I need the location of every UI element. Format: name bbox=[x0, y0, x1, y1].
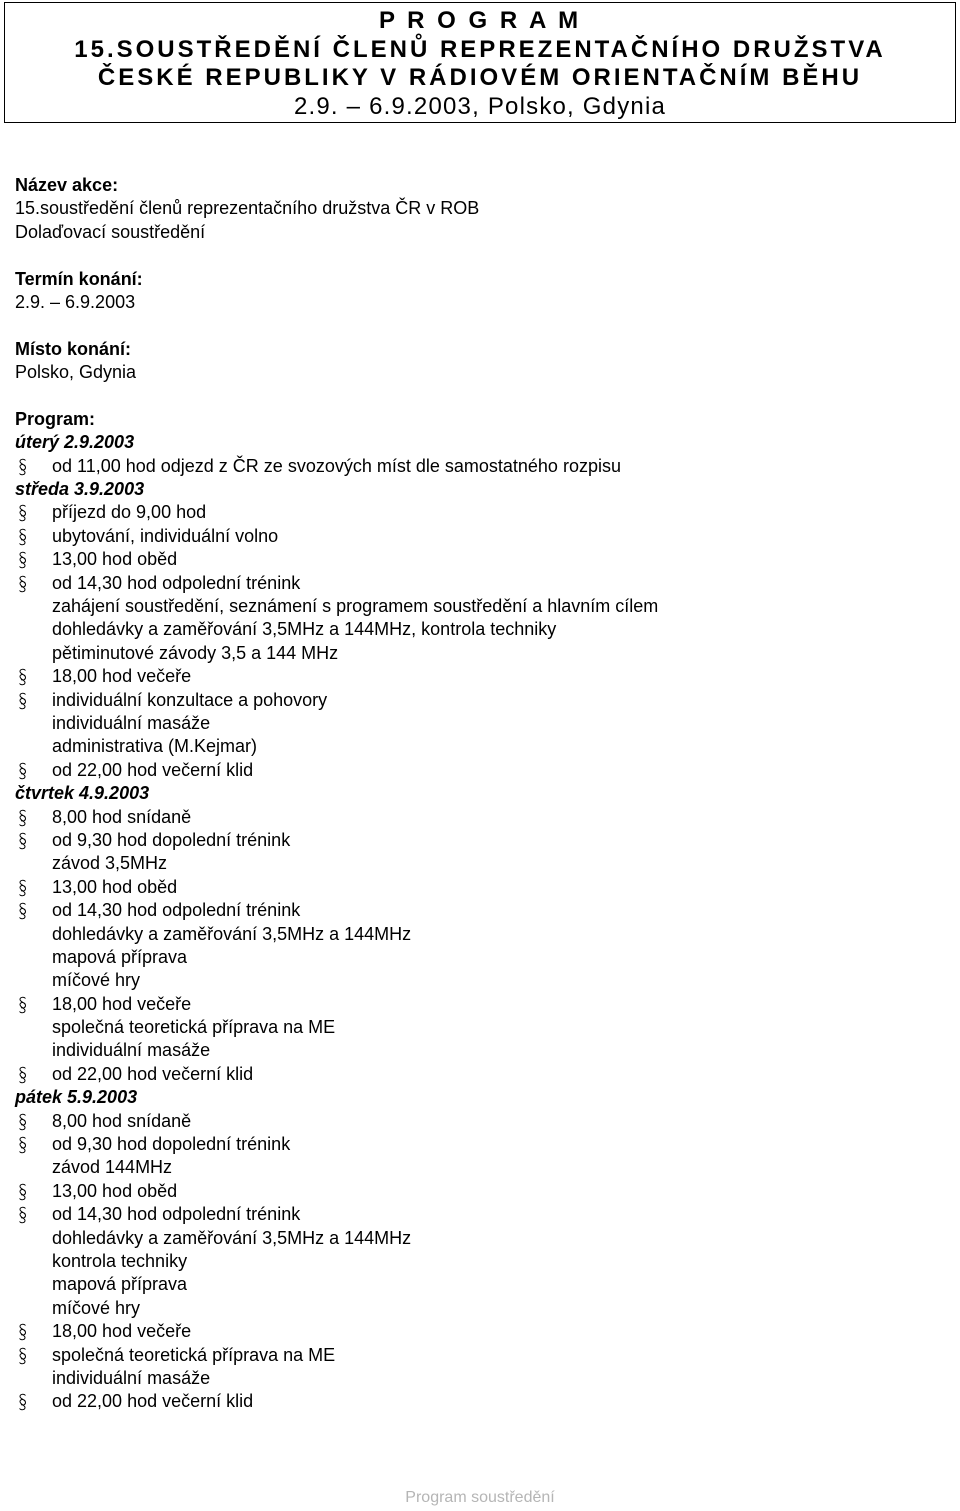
program-item-text: dohledávky a zaměřování 3,5MHz a 144MHz bbox=[52, 923, 412, 944]
section-bullet-icon bbox=[18, 668, 27, 686]
header-line-2: ČESKÉ REPUBLIKY V RÁDIOVÉM ORIENTAČNÍM BĚHU bbox=[97, 64, 863, 91]
header-box bbox=[4, 2, 956, 123]
program-item-text: 13,00 hod oběd bbox=[52, 549, 178, 570]
program-item-text: individuální masáže bbox=[52, 1040, 211, 1061]
day-heading: středa 3.9.2003 bbox=[15, 479, 145, 500]
section-bullet-icon bbox=[18, 902, 27, 920]
program-item bbox=[15, 1273, 935, 1296]
program-item bbox=[15, 618, 935, 641]
program-item-text: společná teoretická příprava na ME bbox=[52, 1017, 336, 1038]
event-name-line-2: Dolaďovací soustředění bbox=[15, 221, 206, 242]
program-item-text: od 9,30 hod dopolední trénink bbox=[52, 1134, 291, 1155]
header-line-1: 15.SOUSTŘEDĚNÍ ČLENŮ REPREZENTAČNÍHO DRUŽSTVA bbox=[74, 35, 886, 63]
program-item-text: zahájení soustředění, seznámení s programem soustředění a hlavním cílem bbox=[52, 596, 659, 617]
program-item-text: 13,00 hod oběd bbox=[52, 876, 178, 897]
event-date-value: 2.9. – 6.9.2003 bbox=[15, 291, 136, 312]
program-item bbox=[15, 1227, 935, 1250]
program-item bbox=[15, 1016, 935, 1039]
program-item bbox=[15, 806, 935, 829]
event-name-label: Název akce: bbox=[15, 175, 119, 195]
program-item-text: administrativa (M.Kejmar) bbox=[52, 736, 258, 757]
section-bullet-icon bbox=[18, 528, 27, 546]
program-item bbox=[15, 689, 935, 712]
program-item bbox=[15, 1063, 935, 1086]
section-bullet-icon bbox=[18, 879, 27, 897]
day-heading: pátek 5.9.2003 bbox=[15, 1087, 138, 1108]
program-item-text: ubytování, individuální volno bbox=[52, 525, 279, 546]
program-item-text: od 9,30 hod dopolední trénink bbox=[52, 829, 291, 850]
program-list bbox=[15, 431, 935, 1413]
program-item-text: dohledávky a zaměřování 3,5MHz a 144MHz bbox=[52, 1227, 412, 1248]
section-bullet-icon bbox=[18, 996, 27, 1014]
program-item bbox=[15, 735, 935, 758]
section-bullet-icon bbox=[18, 1113, 27, 1131]
program-item bbox=[15, 1390, 935, 1413]
program-item-text: 13,00 hod oběd bbox=[52, 1180, 178, 1201]
program-item bbox=[15, 1110, 935, 1133]
section-bullet-icon bbox=[18, 832, 27, 850]
program-item-text: 8,00 hod snídaně bbox=[52, 806, 192, 827]
program-item-text: mapová příprava bbox=[52, 1274, 188, 1295]
program-item-text: míčové hry bbox=[52, 1297, 141, 1318]
program-item bbox=[15, 1297, 935, 1320]
program-item bbox=[15, 969, 935, 992]
program-item bbox=[15, 946, 935, 969]
event-date-label: Termín konání: bbox=[15, 268, 143, 289]
section-bullet-icon bbox=[18, 762, 27, 780]
program-item-text: od 22,00 hod večerní klid bbox=[52, 1063, 254, 1084]
document-body bbox=[15, 174, 935, 1414]
program-item bbox=[15, 852, 935, 875]
program-item bbox=[15, 501, 935, 524]
header-line-3: 2.9. – 6.9.2003, Polsko, Gdynia bbox=[293, 92, 667, 120]
program-item-text: závod 144MHz bbox=[52, 1157, 173, 1178]
page-footer: Program soustředění bbox=[405, 1489, 555, 1506]
program-item bbox=[15, 876, 935, 899]
day-heading: úterý 2.9.2003 bbox=[15, 432, 135, 453]
program-item bbox=[15, 572, 935, 595]
program-item-text: individuální konzultace a pohovory bbox=[52, 689, 328, 710]
program-item bbox=[15, 455, 935, 478]
program-item bbox=[15, 595, 935, 618]
program-item-text: dohledávky a zaměřování 3,5MHz a 144MHz, kontrola techniky bbox=[52, 619, 557, 640]
document-title: P R O G R A M bbox=[378, 7, 582, 34]
program-item-text: od 14,30 hod odpolední trénink bbox=[52, 572, 301, 593]
program-item bbox=[15, 993, 935, 1016]
spacer bbox=[15, 314, 935, 337]
program-item bbox=[15, 1180, 935, 1203]
section-bullet-icon bbox=[18, 458, 27, 476]
program-item-text: 18,00 hod večeře bbox=[52, 993, 192, 1014]
event-place-label: Místo konání: bbox=[15, 338, 131, 359]
section-bullet-icon bbox=[18, 1136, 27, 1154]
program-item-text: kontrola techniky bbox=[52, 1250, 188, 1271]
section-bullet-icon bbox=[18, 1206, 27, 1224]
program-item-text: od 14,30 hod odpolední trénink bbox=[52, 1204, 301, 1225]
program-item-text: mapová příprava bbox=[52, 946, 188, 967]
program-label: Program: bbox=[15, 408, 96, 429]
program-item-text: od 22,00 hod večerní klid bbox=[52, 759, 254, 780]
section-bullet-icon bbox=[18, 1183, 27, 1201]
program-item bbox=[15, 642, 935, 665]
program-item-text: od 22,00 hod večerní klid bbox=[52, 1391, 254, 1412]
program-item bbox=[15, 665, 935, 688]
program-item-text: od 14,30 hod odpolední trénink bbox=[52, 900, 301, 921]
program-item-text: 18,00 hod večeře bbox=[52, 666, 192, 687]
section-bullet-icon bbox=[18, 551, 27, 569]
program-item bbox=[15, 1250, 935, 1273]
program-item-text: individuální masáže bbox=[52, 712, 211, 733]
program-item-text: společná teoretická příprava na ME bbox=[52, 1344, 336, 1365]
program-item-text: míčové hry bbox=[52, 970, 141, 991]
program-item bbox=[15, 1156, 935, 1179]
program-item-text: od 11,00 hod odjezd z ČR ze svozových míst dle samostatného rozpisu bbox=[52, 455, 621, 476]
program-item bbox=[15, 829, 935, 852]
program-item-text: příjezd do 9,00 hod bbox=[52, 502, 207, 523]
program-item bbox=[15, 759, 935, 782]
program-item-text: individuální masáže bbox=[52, 1367, 211, 1388]
section-bullet-icon bbox=[18, 1066, 27, 1084]
program-item bbox=[15, 548, 935, 571]
program-item bbox=[15, 1344, 935, 1367]
event-place-value: Polsko, Gdynia bbox=[15, 362, 137, 383]
program-item bbox=[15, 923, 935, 946]
program-item bbox=[15, 1367, 935, 1390]
program-item bbox=[15, 1133, 935, 1156]
section-bullet-icon bbox=[18, 504, 27, 522]
program-item bbox=[15, 712, 935, 735]
program-item bbox=[15, 525, 935, 548]
section-bullet-icon bbox=[18, 1347, 27, 1365]
program-item bbox=[15, 899, 935, 922]
program-item bbox=[15, 1039, 935, 1062]
day-heading: čtvrtek 4.9.2003 bbox=[15, 783, 150, 804]
program-item bbox=[15, 1320, 935, 1343]
section-bullet-icon bbox=[18, 1393, 27, 1411]
program-item-text: pětiminutové závody 3,5 a 144 MHz bbox=[52, 642, 339, 663]
spacer bbox=[15, 244, 935, 267]
program-item-text: závod 3,5MHz bbox=[52, 853, 168, 874]
section-bullet-icon bbox=[18, 1323, 27, 1341]
program-item bbox=[15, 1203, 935, 1226]
event-name-line-1: 15.soustředění členů reprezentačního družstva ČR v ROB bbox=[15, 198, 480, 219]
section-bullet-icon bbox=[18, 809, 27, 827]
program-item-text: 18,00 hod večeře bbox=[52, 1321, 192, 1342]
spacer bbox=[15, 385, 935, 408]
section-bullet-icon bbox=[18, 575, 27, 593]
program-item-text: 8,00 hod snídaně bbox=[52, 1110, 192, 1131]
section-bullet-icon bbox=[18, 692, 27, 710]
